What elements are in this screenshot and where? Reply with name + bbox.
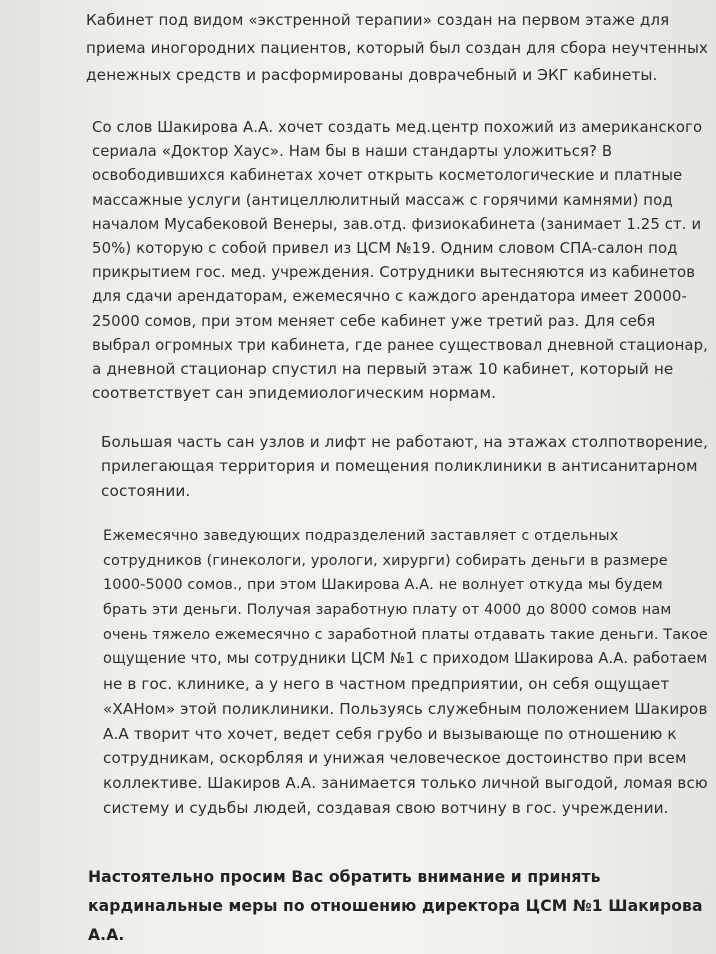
text-line: Ежемесячно заведующих подразделений заставляет с отдельных [103,528,619,544]
text-line: денежных средств и расформированы доврачебный и ЭКГ кабинеты. [86,66,658,84]
text-line: не в гос. клинике, а у него в частном предприятии, он себя ощущает [103,675,670,694]
text-line: сотрудникам, оскорбляя и унижая человеческое достоинство при всем [103,749,687,768]
text-line: систему и судьбы людей, создавая свою вотчину в гос. учреждении. [103,798,669,817]
text-line: сотрудников (гинекологи, урологи, хирурги) собирать деньги в размере [103,552,668,569]
paragraph-monthly-extortion [103,524,708,820]
text-line: Настоятельно просим Вас обратить внимание и принять [88,868,601,886]
text-line: массажные услуги (антицеллюлитный массаж с горячими камнями) под [92,190,673,209]
text-line: А.А творит что хочет, ведет себя грубо и вызывающе по отношению к [103,724,677,743]
paragraph-emergency-therapy-cabinet [86,7,708,90]
paragraph-sanitary-conditions [101,430,708,503]
text-line: Большая часть сан узлов и лифт не работают, на этажах столпотворение, [101,433,708,451]
text-line: для сдачи арендаторам, ежемесячно с каждого арендатора имеет 20000- [92,287,687,306]
text-line: брать эти деньги. Получая заработную плату от 4000 до 8000 сомов нам [103,602,672,619]
text-line: Кабинет под видом «экстренной терапии» создан на первом этаже для [86,11,670,29]
paragraph-medical-center-plans [92,115,708,405]
text-line: прилегающая территория и помещения поликлиники в антисанитарном [101,457,698,476]
text-line: А.А. [88,926,125,944]
text-line: а дневной стационар спустил на первый этаж 10 кабинет, который не [92,359,674,378]
text-line: 50%) которую с собой привел из ЦСМ №19. Одним словом СПА-салон под [92,238,678,257]
text-line: сериала «Доктор Хаус». Нам бы в наши стандарты уложиться? В [92,142,613,161]
text-line: выбрал огромных три кабинета, где ранее существовал дневной стационар, [92,335,708,354]
text-line: приема иногородних пациентов, который был создан для сбора неучтенных [86,38,709,57]
text-line: Со слов Шакирова А.А. хочет создать мед.центр похожий из американского [92,118,703,136]
text-line: соответствует сан эпидемиологическим нормам. [92,384,497,403]
text-line: коллективе. Шакиров А.А. занимается только личной выгодой, ломая всю [103,773,708,792]
text-line: 1000-5000 сомов., при этом Шакирова А.А. не волнует откуда мы будем [103,577,663,594]
text-line: 25000 сомов, при этом меняет себе кабинет уже третий раз. Для себя [92,311,656,330]
text-line: ощущение что, мы сотрудники ЦСМ №1 с приходом Шакирова А.А. работаем [103,650,708,668]
text-line: прикрытием гос. мед. учреждения. Сотрудники вытесняются из кабинетов [92,263,696,282]
text-line: «ХАНом» этой поликлиники. Пользуясь служебным положением Шакиров [103,699,708,718]
text-line: началом Мусабековой Венеры, зав.отд. физиокабинета (занимает 1.25 ст. и [92,214,702,233]
text-line: освободившихся кабинетах хочет открыть косметологические и платные [92,166,683,185]
text-line: кардинальные меры по отношению директора ЦСМ №1 Шакирова [88,897,703,915]
text-line: состоянии. [101,481,191,500]
closing-appeal [88,863,703,950]
text-line: очень тяжело ежемесячно с заработной платы отдавать такие деньги. Такое [103,626,708,643]
